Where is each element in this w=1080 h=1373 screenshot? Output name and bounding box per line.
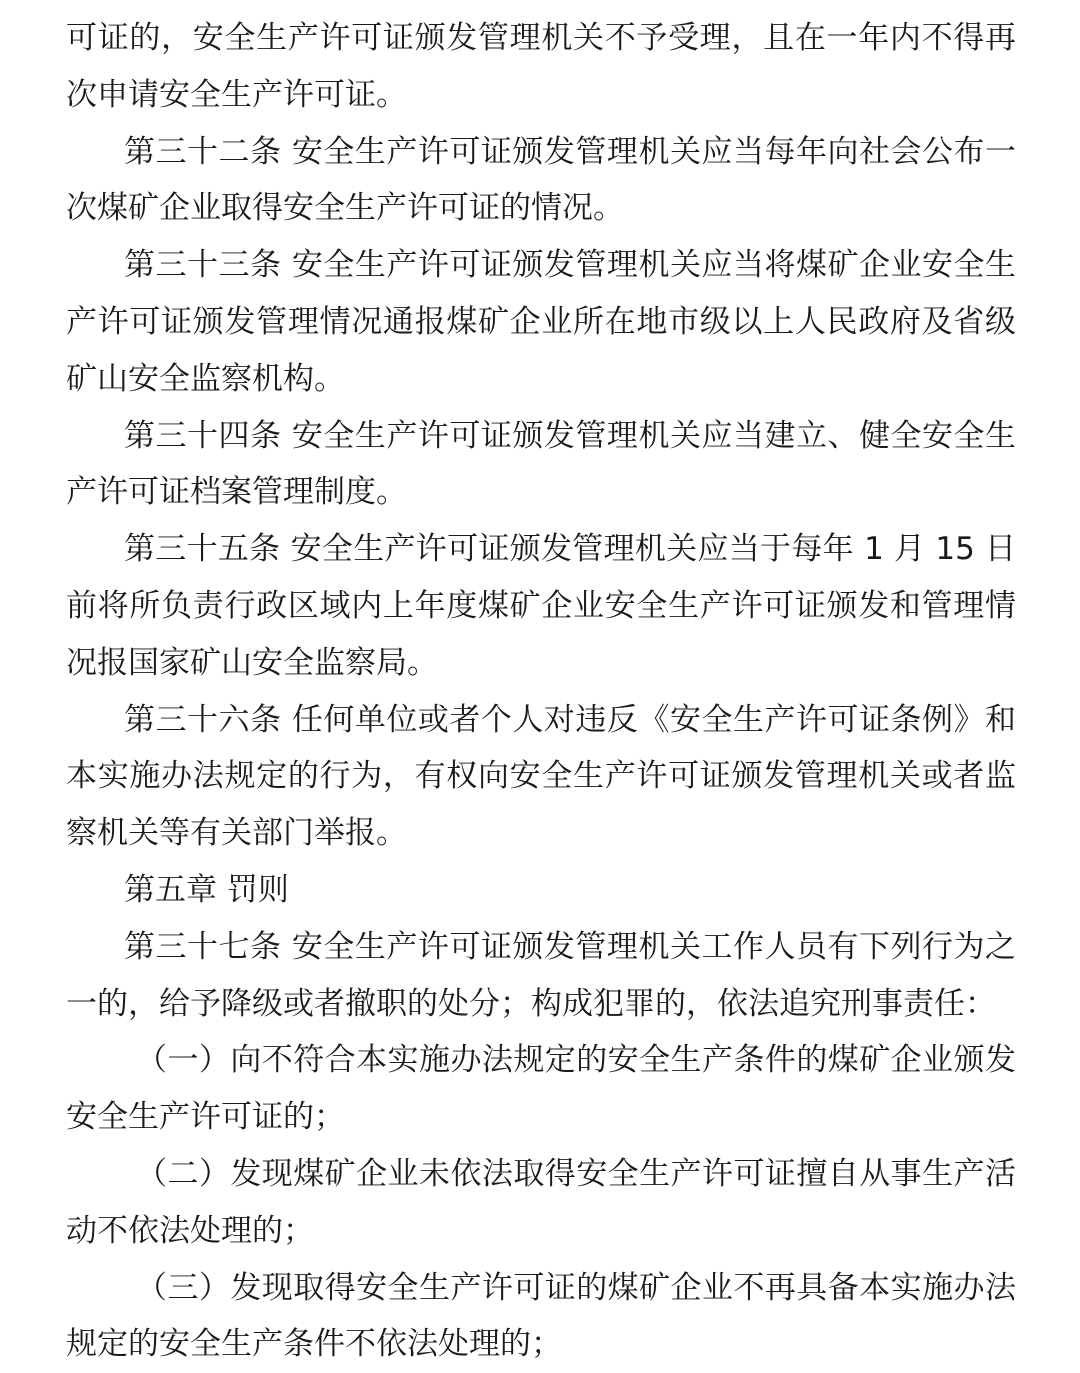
article-36: 第三十六条 任何单位或者个人对违反《安全生产许可证条例》和本实施办法规定的行为，有权向安全生产许可证颁发管理机关或者监察机关等有关部门举报。: [66, 701, 1016, 852]
list-item: （一）向不符合本实施办法规定的安全生产条件的煤矿企业颁发安全生产许可证的；: [66, 1042, 1016, 1136]
article-37: 第三十七条 安全生产许可证颁发管理机关工作人员有下列行为之一的，给予降级或者撤职的处分；构成犯罪的，依法追究刑事责任：: [66, 928, 1016, 1022]
paragraph-continuation: 可证的，安全生产许可证颁发管理机关不予受理，且在一年内不得再次申请安全生产许可证。: [66, 20, 1016, 113]
article-33: 第三十三条 安全生产许可证颁发管理机关应当将煤矿企业安全生产许可证颁发管理情况通报煤矿企业所在地市级以上人民政府及省级矿山安全监察机构。: [66, 247, 1016, 397]
list-item: （三）发现取得安全生产许可证的煤矿企业不再具备本实施办法规定的安全生产条件不依法处理的；: [66, 1269, 1016, 1363]
document-body: [66, 10, 1016, 1373]
article-32: 第三十二条 安全生产许可证颁发管理机关应当每年向社会公布一次煤矿企业取得安全生产许可证的情况。: [66, 133, 1016, 227]
article-34: 第三十四条 安全生产许可证颁发管理机关应当建立、健全安全生产许可证档案管理制度。: [66, 417, 1016, 511]
chapter-heading: 第五章 罚则: [124, 871, 289, 908]
article-35: 第三十五条 安全生产许可证颁发管理机关应当于每年 1 月 15 日前将所负责行政区域内上年度煤矿企业安全生产许可证颁发和管理情况报国家矿山安全监察局。: [66, 531, 1016, 681]
list-item: （二）发现煤矿企业未依法取得安全生产许可证擅自从事生产活动不依法处理的；: [66, 1155, 1016, 1249]
